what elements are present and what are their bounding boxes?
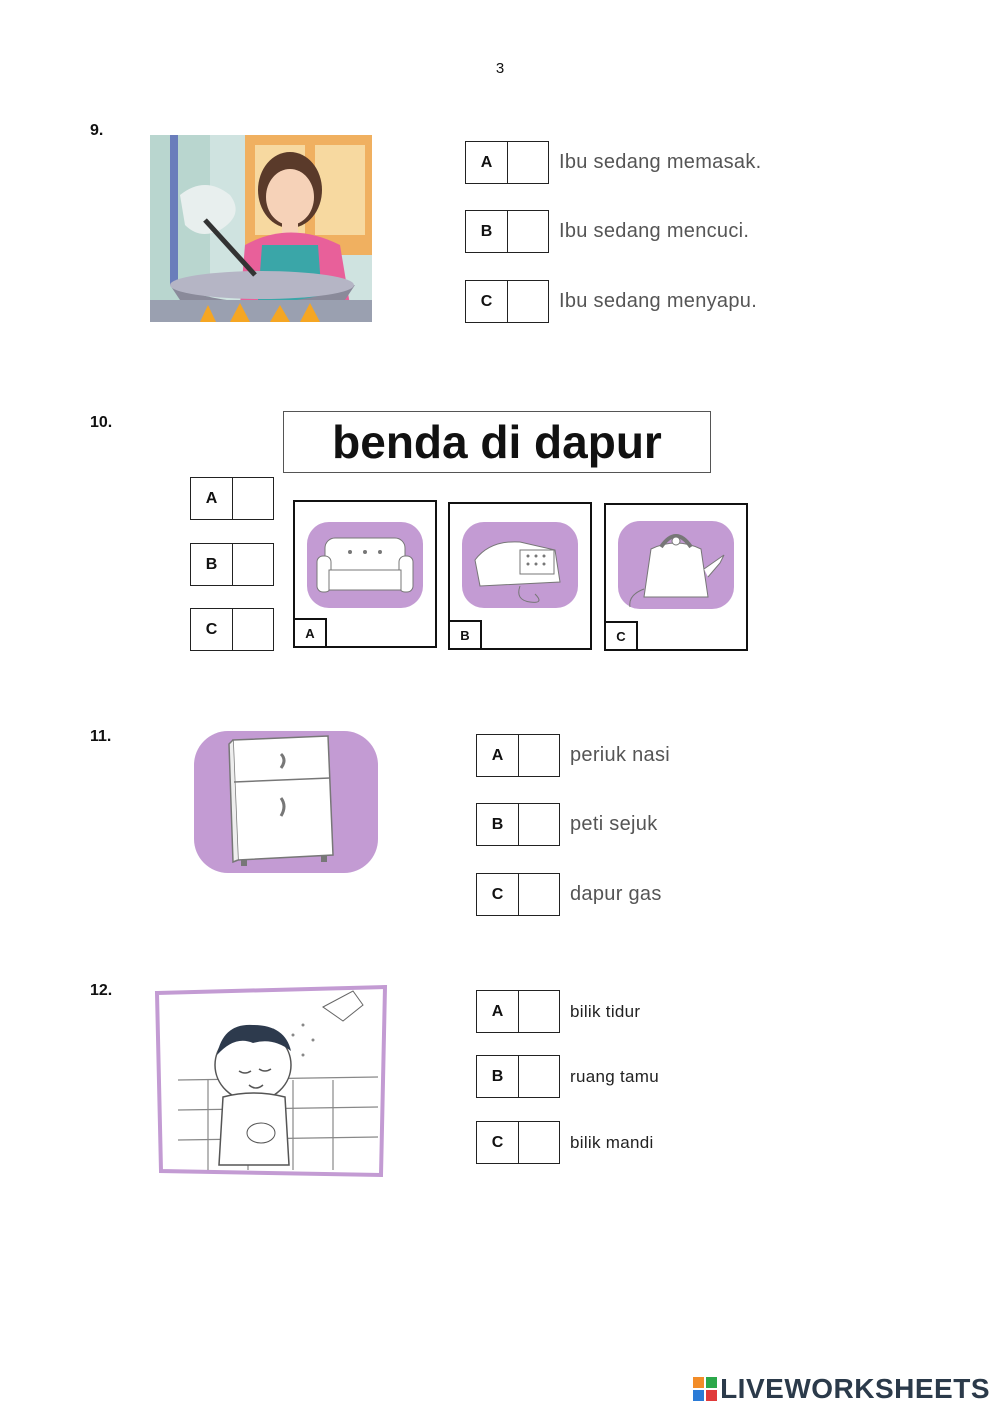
option-letter: C — [466, 281, 508, 322]
q9-option-b — [465, 210, 749, 253]
q10-card-kettle — [604, 503, 748, 651]
sofa-picture — [305, 520, 425, 610]
option-letter: A — [191, 478, 233, 519]
q11-option-b — [476, 803, 658, 846]
q10-option-c — [190, 608, 274, 651]
option-letter: A — [466, 142, 508, 183]
q11-option-c — [476, 873, 662, 916]
option-letter: B — [477, 1056, 519, 1097]
q11-answer-box-a[interactable] — [519, 735, 559, 776]
q9-option-c — [465, 280, 757, 323]
q10-title: benda di dapur — [283, 411, 711, 473]
woman-cooking-picture — [150, 135, 372, 322]
option-text: ruang tamu — [570, 1066, 659, 1086]
liveworksheets-logo[interactable] — [693, 1373, 990, 1405]
card-letter: C — [606, 621, 638, 649]
logo-text: LIVEWORKSHEETS — [720, 1373, 990, 1404]
q12-answer-box-a[interactable] — [519, 991, 559, 1032]
q10-option-b — [190, 543, 274, 586]
q12-option-a — [476, 990, 640, 1033]
q11-answer-box-c[interactable] — [519, 874, 559, 915]
option-text: Ibu sedang memasak. — [559, 151, 762, 173]
option-text: bilik tidur — [570, 1001, 641, 1021]
q11-answer-box-b[interactable] — [519, 804, 559, 845]
q9-answer-box-a[interactable] — [508, 142, 548, 183]
option-letter: B — [191, 544, 233, 585]
refrigerator-picture — [193, 730, 379, 874]
q10-answer-box-b[interactable] — [233, 544, 273, 585]
option-text: dapur gas — [570, 883, 662, 905]
option-letter: A — [477, 735, 519, 776]
q12-answer-box-b[interactable] — [519, 1056, 559, 1097]
q10-answer-box-a[interactable] — [233, 478, 273, 519]
option-text: Ibu sedang menyapu. — [559, 290, 758, 312]
question-10-number: 10. — [90, 414, 113, 431]
q10-card-telephone — [448, 502, 592, 650]
q10-answer-box-c[interactable] — [233, 609, 273, 650]
q9-answer-box-c[interactable] — [508, 281, 548, 322]
q10-option-a — [190, 477, 274, 520]
liveworksheets-logo-icon — [693, 1377, 717, 1401]
q12-answer-box-c[interactable] — [519, 1122, 559, 1163]
boy-showering-picture — [153, 985, 393, 1180]
card-letter: A — [295, 618, 327, 646]
question-9-number: 9. — [90, 122, 104, 139]
option-text: bilik mandi — [570, 1132, 654, 1152]
q12-option-b — [476, 1055, 659, 1098]
q11-option-a — [476, 734, 670, 777]
question-12-number: 12. — [90, 982, 113, 999]
q9-option-a — [465, 141, 761, 184]
option-letter: A — [477, 991, 519, 1032]
option-letter: C — [477, 874, 519, 915]
option-text: periuk nasi — [570, 744, 671, 766]
page-number: 3 — [495, 60, 505, 77]
option-letter: B — [466, 211, 508, 252]
question-11-number: 11. — [90, 728, 112, 745]
option-letter: C — [191, 609, 233, 650]
card-letter: B — [450, 620, 482, 648]
q10-card-sofa — [293, 500, 437, 648]
q9-answer-box-b[interactable] — [508, 211, 548, 252]
option-text: peti sejuk — [570, 813, 658, 835]
q12-option-c — [476, 1121, 654, 1164]
telephone-picture — [460, 520, 580, 610]
option-letter: C — [477, 1122, 519, 1163]
option-letter: B — [477, 804, 519, 845]
option-text: Ibu sedang mencuci. — [559, 220, 750, 242]
kettle-picture — [616, 519, 736, 611]
